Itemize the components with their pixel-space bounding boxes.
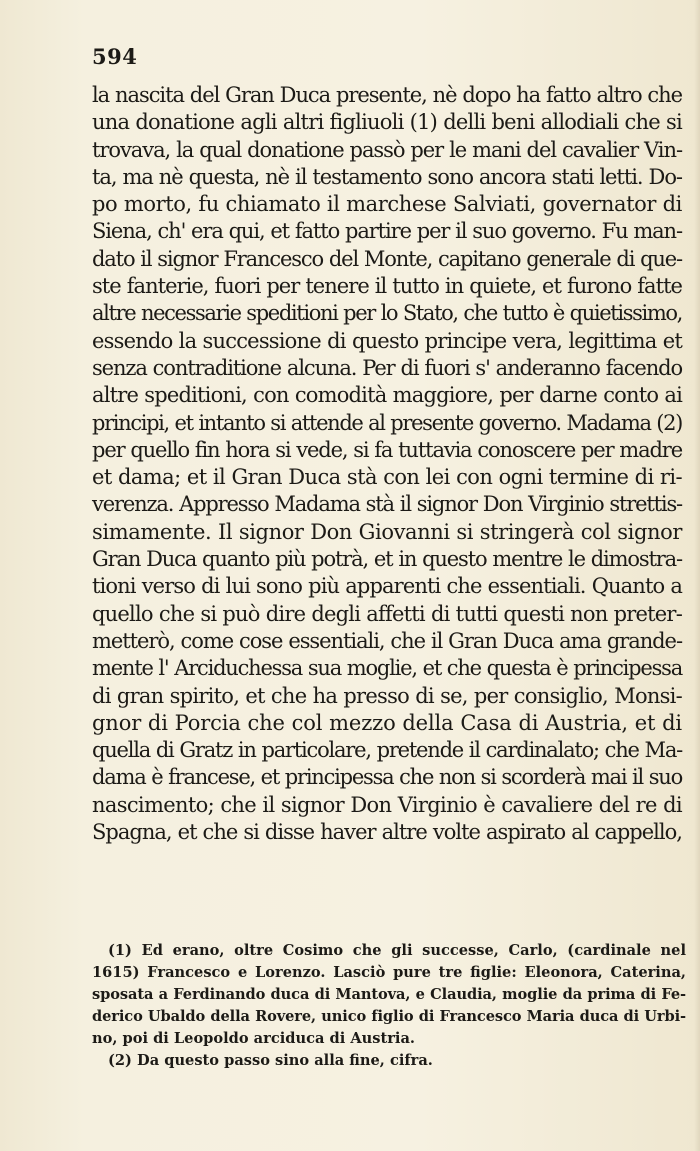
text-line: la nascita del Gran Duca presente, nè dopo ha fatto altro che: [92, 83, 682, 107]
text-line: dama è francese, et principessa che non si scorderà mai il suo: [92, 765, 682, 790]
text-line: mente l' Arciduchessa sua moglie, et che questa è principessa: [92, 656, 682, 681]
text-line: quello che si può dire degli affetti di tutti questi non preter-: [92, 601, 682, 626]
footnote-1-line: 1615) Francesco e Lorenzo. Lasciò pure tre figlie: Eleonora, Caterina,: [92, 964, 686, 981]
text-line: senza contraditione alcuna. Per di fuori s' anderanno facendo: [92, 355, 682, 380]
text-line: verenza. Appresso Madama stà il signor Don Virginio strettis-: [92, 492, 682, 517]
text-line: tioni verso di lui sono più apparenti che essentiali. Quanto a: [92, 574, 682, 599]
footnote-1-line: sposata a Ferdinando duca di Mantova, e Claudia, moglie da prima di Fe-: [92, 986, 686, 1003]
text-line: Gran Duca quanto più potrà, et in questo mentre le dimostra-: [92, 547, 682, 572]
footnote-1-line: no, poi di Leopoldo arciduca di Austria.: [92, 1030, 415, 1047]
text-line: quella di Gratz in particolare, pretende il cardinalato; che Ma-: [92, 738, 682, 763]
text-line: per quello fin hora si vede, si fa tuttavia conoscere per madre: [92, 437, 682, 462]
page-edge-shadow: [694, 0, 700, 1151]
text-line: altre speditioni, con comodità maggiore, per darne conto ai: [92, 383, 682, 408]
footnote-2: (2) Da questo passo sino alla fine, cifra.: [108, 1052, 433, 1069]
footnote-1-line: derico Ubaldo della Rovere, unico figlio di Francesco Maria duca di Urbi-: [92, 1008, 686, 1025]
text-line: simamente. Il signor Don Giovanni si stringerà col signor: [92, 519, 682, 544]
footnote-1-line: (1) Ed erano, oltre Cosimo che gli successe, Carlo, (cardinale nel: [108, 942, 686, 959]
footnotes: [92, 940, 686, 1072]
text-line: Siena, ch' era qui, et fatto partire per il suo governo. Fu man-: [92, 219, 682, 244]
main-text: [92, 82, 682, 846]
text-line: trovava, la qual donatione passò per le mani del cavalier Vin-: [92, 137, 682, 162]
text-line: una donatione agli altri figliuoli (1) delli beni allodiali che si: [92, 110, 682, 135]
text-line: po morto, fu chiamato il marchese Salviati, governator di: [92, 192, 682, 217]
text-line: Spagna, et che si disse haver altre volte aspirato al cappello,: [92, 820, 682, 845]
text-line: gnor di Porcia che col mezzo della Casa di Austria, et di: [92, 710, 682, 735]
text-line: metterò, come cose essentiali, che il Gran Duca ama grande-: [92, 628, 682, 653]
text-line: et dama; et il Gran Duca stà con lei con ogni termine di ri-: [92, 465, 682, 490]
text-line: dato il signor Francesco del Monte, capitano generale di que-: [92, 246, 682, 271]
text-line: di gran spirito, et che ha presso di se, per consiglio, Monsi-: [92, 683, 682, 708]
text-line: ta, ma nè questa, nè il testamento sono ancora stati letti. Do-: [92, 164, 682, 189]
text-line: nascimento; che il signor Don Virginio è cavaliere del re di: [92, 792, 682, 817]
page-number: 594: [92, 44, 138, 69]
text-line: ste fanterie, fuori per tenere il tutto in quiete, et furono fatte: [92, 274, 682, 299]
text-line: essendo la successione di questo principe vera, legittima et: [92, 328, 682, 353]
text-line: altre necessarie speditioni per lo Stato, che tutto è quietissimo,: [92, 301, 682, 326]
text-line: principi, et intanto si attende al presente governo. Madama (2): [92, 410, 682, 435]
